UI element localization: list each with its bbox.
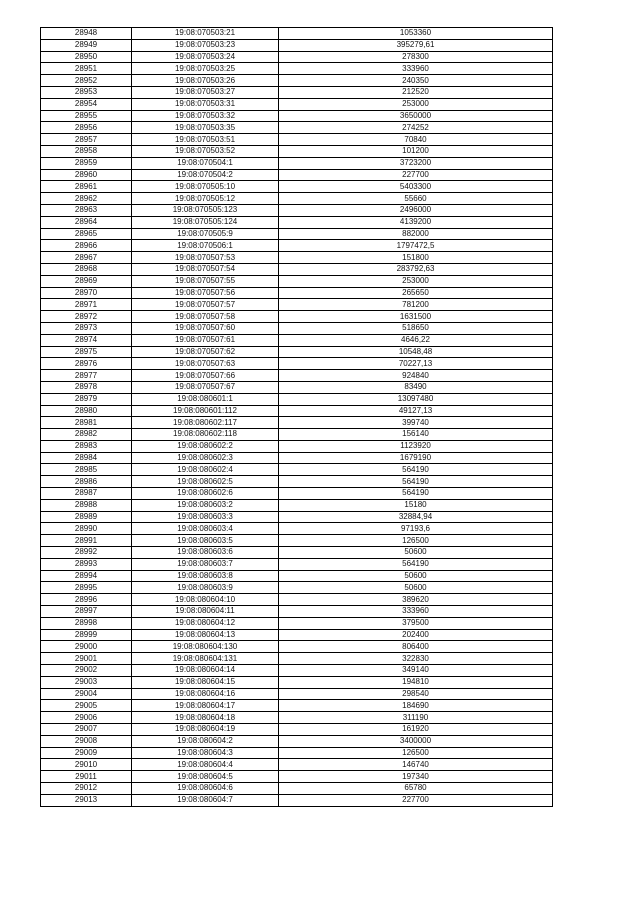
table-row xyxy=(41,28,553,40)
table-row xyxy=(41,39,553,51)
table-row xyxy=(41,370,553,382)
row-number-cell: 28987 xyxy=(41,488,132,500)
value-cell: 161920 xyxy=(279,724,553,736)
row-number-cell: 28973 xyxy=(41,322,132,334)
value-cell: 97193,6 xyxy=(279,523,553,535)
table-body xyxy=(41,28,553,807)
row-number-cell: 29009 xyxy=(41,747,132,759)
cadastral-number-cell: 19:08:080603:6 xyxy=(132,547,279,559)
row-number-cell: 28962 xyxy=(41,193,132,205)
row-number-cell: 28997 xyxy=(41,606,132,618)
value-cell: 882000 xyxy=(279,228,553,240)
row-number-cell: 28960 xyxy=(41,169,132,181)
value-cell: 564190 xyxy=(279,464,553,476)
value-cell: 311190 xyxy=(279,712,553,724)
cadastral-number-cell: 19:08:080603:7 xyxy=(132,558,279,570)
row-number-cell: 29001 xyxy=(41,653,132,665)
row-number-cell: 29013 xyxy=(41,794,132,806)
table-row xyxy=(41,216,553,228)
table-row xyxy=(41,594,553,606)
cadastral-number-cell: 19:08:070504:2 xyxy=(132,169,279,181)
value-cell: 1053360 xyxy=(279,28,553,40)
cadastral-number-cell: 19:08:080604:17 xyxy=(132,700,279,712)
cadastral-number-cell: 19:08:080602:2 xyxy=(132,440,279,452)
row-number-cell: 28948 xyxy=(41,28,132,40)
row-number-cell: 28975 xyxy=(41,346,132,358)
cadastral-number-cell: 19:08:070503:52 xyxy=(132,145,279,157)
cadastral-number-cell: 19:08:080603:4 xyxy=(132,523,279,535)
table-row xyxy=(41,712,553,724)
table-row xyxy=(41,547,553,559)
table-row xyxy=(41,688,553,700)
cadastral-number-cell: 19:08:080602:117 xyxy=(132,417,279,429)
cadastral-number-cell: 19:08:080601:112 xyxy=(132,405,279,417)
value-cell: 274252 xyxy=(279,122,553,134)
table-row xyxy=(41,582,553,594)
value-cell: 13097480 xyxy=(279,393,553,405)
cadastral-number-cell: 19:08:070503:23 xyxy=(132,39,279,51)
cadastral-number-cell: 19:08:070505:123 xyxy=(132,204,279,216)
cadastral-number-cell: 19:08:080604:18 xyxy=(132,712,279,724)
cadastral-number-cell: 19:08:070507:63 xyxy=(132,358,279,370)
value-cell: 564190 xyxy=(279,476,553,488)
table-row xyxy=(41,558,553,570)
cadastral-number-cell: 19:08:080601:1 xyxy=(132,393,279,405)
table-row xyxy=(41,204,553,216)
row-number-cell: 29004 xyxy=(41,688,132,700)
row-number-cell: 28985 xyxy=(41,464,132,476)
value-cell: 518650 xyxy=(279,322,553,334)
cadastral-number-cell: 19:08:070507:62 xyxy=(132,346,279,358)
cadastral-number-cell: 19:08:080604:15 xyxy=(132,676,279,688)
value-cell: 197340 xyxy=(279,771,553,783)
table-row xyxy=(41,700,553,712)
table-row xyxy=(41,405,553,417)
value-cell: 253000 xyxy=(279,98,553,110)
value-cell: 298540 xyxy=(279,688,553,700)
row-number-cell: 29010 xyxy=(41,759,132,771)
table-row xyxy=(41,617,553,629)
row-number-cell: 28969 xyxy=(41,275,132,287)
value-cell: 1631500 xyxy=(279,311,553,323)
table-row xyxy=(41,783,553,795)
row-number-cell: 28955 xyxy=(41,110,132,122)
table-row xyxy=(41,122,553,134)
row-number-cell: 28996 xyxy=(41,594,132,606)
row-number-cell: 29006 xyxy=(41,712,132,724)
row-number-cell: 28982 xyxy=(41,429,132,441)
row-number-cell: 28956 xyxy=(41,122,132,134)
cadastral-number-cell: 19:08:080603:5 xyxy=(132,535,279,547)
table-row xyxy=(41,134,553,146)
row-number-cell: 28989 xyxy=(41,511,132,523)
cadastral-number-cell: 19:08:080604:11 xyxy=(132,606,279,618)
row-number-cell: 28958 xyxy=(41,145,132,157)
table-row xyxy=(41,665,553,677)
row-number-cell: 28999 xyxy=(41,629,132,641)
row-number-cell: 28981 xyxy=(41,417,132,429)
row-number-cell: 28990 xyxy=(41,523,132,535)
cadastral-number-cell: 19:08:070507:58 xyxy=(132,311,279,323)
row-number-cell: 28979 xyxy=(41,393,132,405)
table-row xyxy=(41,358,553,370)
value-cell: 194810 xyxy=(279,676,553,688)
value-cell: 924840 xyxy=(279,370,553,382)
row-number-cell: 28967 xyxy=(41,252,132,264)
value-cell: 379500 xyxy=(279,617,553,629)
row-number-cell: 29007 xyxy=(41,724,132,736)
cadastral-number-cell: 19:08:080604:19 xyxy=(132,724,279,736)
row-number-cell: 28988 xyxy=(41,499,132,511)
cadastral-number-cell: 19:08:080604:3 xyxy=(132,747,279,759)
table-row xyxy=(41,606,553,618)
cadastral-number-cell: 19:08:080603:9 xyxy=(132,582,279,594)
table-row xyxy=(41,299,553,311)
cadastral-number-cell: 19:08:070504:1 xyxy=(132,157,279,169)
cadastral-number-cell: 19:08:080604:16 xyxy=(132,688,279,700)
value-cell: 395279,61 xyxy=(279,39,553,51)
row-number-cell: 28976 xyxy=(41,358,132,370)
table-row xyxy=(41,452,553,464)
row-number-cell: 28959 xyxy=(41,157,132,169)
table-row xyxy=(41,771,553,783)
value-cell: 126500 xyxy=(279,747,553,759)
table-row xyxy=(41,193,553,205)
row-number-cell: 28980 xyxy=(41,405,132,417)
table-row xyxy=(41,169,553,181)
value-cell: 146740 xyxy=(279,759,553,771)
row-number-cell: 28961 xyxy=(41,181,132,193)
row-number-cell: 29011 xyxy=(41,771,132,783)
cadastral-number-cell: 19:08:080602:4 xyxy=(132,464,279,476)
table-row xyxy=(41,570,553,582)
row-number-cell: 28950 xyxy=(41,51,132,63)
cadastral-number-cell: 19:08:080603:2 xyxy=(132,499,279,511)
value-cell: 4139200 xyxy=(279,216,553,228)
table-row xyxy=(41,157,553,169)
table-row xyxy=(41,417,553,429)
value-cell: 65780 xyxy=(279,783,553,795)
cadastral-number-cell: 19:08:080604:130 xyxy=(132,641,279,653)
row-number-cell: 28994 xyxy=(41,570,132,582)
cadastral-number-cell: 19:08:070507:66 xyxy=(132,370,279,382)
row-number-cell: 28964 xyxy=(41,216,132,228)
cadastral-number-cell: 19:08:070503:25 xyxy=(132,63,279,75)
table-row xyxy=(41,747,553,759)
value-cell: 3723200 xyxy=(279,157,553,169)
row-number-cell: 29002 xyxy=(41,665,132,677)
table-row xyxy=(41,653,553,665)
value-cell: 126500 xyxy=(279,535,553,547)
table-row xyxy=(41,311,553,323)
cadastral-number-cell: 19:08:070503:24 xyxy=(132,51,279,63)
table-row xyxy=(41,98,553,110)
row-number-cell: 28951 xyxy=(41,63,132,75)
cadastral-number-cell: 19:08:080604:5 xyxy=(132,771,279,783)
row-number-cell: 28965 xyxy=(41,228,132,240)
cadastral-number-cell: 19:08:080604:13 xyxy=(132,629,279,641)
value-cell: 322830 xyxy=(279,653,553,665)
row-number-cell: 28984 xyxy=(41,452,132,464)
value-cell: 265650 xyxy=(279,287,553,299)
value-cell: 333960 xyxy=(279,606,553,618)
row-number-cell: 28954 xyxy=(41,98,132,110)
table-row xyxy=(41,735,553,747)
cadastral-number-cell: 19:08:070507:53 xyxy=(132,252,279,264)
value-cell: 184690 xyxy=(279,700,553,712)
row-number-cell: 28952 xyxy=(41,75,132,87)
row-number-cell: 28983 xyxy=(41,440,132,452)
cadastral-number-cell: 19:08:080604:12 xyxy=(132,617,279,629)
row-number-cell: 28986 xyxy=(41,476,132,488)
row-number-cell: 29000 xyxy=(41,641,132,653)
cadastral-number-cell: 19:08:080603:8 xyxy=(132,570,279,582)
table-row xyxy=(41,429,553,441)
value-cell: 1797472,5 xyxy=(279,240,553,252)
value-cell: 333960 xyxy=(279,63,553,75)
cadastral-number-cell: 19:08:080602:5 xyxy=(132,476,279,488)
cadastral-number-cell: 19:08:080604:14 xyxy=(132,665,279,677)
row-number-cell: 29012 xyxy=(41,783,132,795)
cadastral-number-cell: 19:08:080602:118 xyxy=(132,429,279,441)
cadastral-number-cell: 19:08:070506:1 xyxy=(132,240,279,252)
table-row xyxy=(41,181,553,193)
cadastral-number-cell: 19:08:070505:124 xyxy=(132,216,279,228)
value-cell: 253000 xyxy=(279,275,553,287)
value-cell: 1679190 xyxy=(279,452,553,464)
row-number-cell: 28972 xyxy=(41,311,132,323)
value-cell: 781200 xyxy=(279,299,553,311)
table-row xyxy=(41,759,553,771)
value-cell: 564190 xyxy=(279,488,553,500)
table-row xyxy=(41,110,553,122)
table-row xyxy=(41,476,553,488)
cadastral-number-cell: 19:08:080604:6 xyxy=(132,783,279,795)
value-cell: 349140 xyxy=(279,665,553,677)
cadastral-number-cell: 19:08:070503:26 xyxy=(132,75,279,87)
table-row xyxy=(41,252,553,264)
table-row xyxy=(41,499,553,511)
value-cell: 151800 xyxy=(279,252,553,264)
value-cell: 32884,94 xyxy=(279,511,553,523)
row-number-cell: 28971 xyxy=(41,299,132,311)
cadastral-number-cell: 19:08:070503:21 xyxy=(132,28,279,40)
row-number-cell: 29005 xyxy=(41,700,132,712)
row-number-cell: 28998 xyxy=(41,617,132,629)
table-row xyxy=(41,523,553,535)
value-cell: 2496000 xyxy=(279,204,553,216)
value-cell: 240350 xyxy=(279,75,553,87)
row-number-cell: 28974 xyxy=(41,334,132,346)
value-cell: 389620 xyxy=(279,594,553,606)
value-cell: 202400 xyxy=(279,629,553,641)
cadastral-number-cell: 19:08:070507:56 xyxy=(132,287,279,299)
value-cell: 50600 xyxy=(279,582,553,594)
cadastral-number-cell: 19:08:080604:131 xyxy=(132,653,279,665)
value-cell: 15180 xyxy=(279,499,553,511)
value-cell: 227700 xyxy=(279,794,553,806)
cadastral-number-cell: 19:08:070507:55 xyxy=(132,275,279,287)
row-number-cell: 28957 xyxy=(41,134,132,146)
table-row xyxy=(41,145,553,157)
row-number-cell: 29008 xyxy=(41,735,132,747)
value-cell: 3650000 xyxy=(279,110,553,122)
table-row xyxy=(41,322,553,334)
cadastral-number-cell: 19:08:070507:60 xyxy=(132,322,279,334)
value-cell: 101200 xyxy=(279,145,553,157)
cadastral-value-table xyxy=(40,27,553,807)
cadastral-number-cell: 19:08:080604:10 xyxy=(132,594,279,606)
value-cell: 70840 xyxy=(279,134,553,146)
value-cell: 50600 xyxy=(279,547,553,559)
value-cell: 156140 xyxy=(279,429,553,441)
table-row xyxy=(41,86,553,98)
value-cell: 5403300 xyxy=(279,181,553,193)
value-cell: 278300 xyxy=(279,51,553,63)
cadastral-number-cell: 19:08:070503:27 xyxy=(132,86,279,98)
value-cell: 70227,13 xyxy=(279,358,553,370)
cadastral-number-cell: 19:08:070505:9 xyxy=(132,228,279,240)
value-cell: 4646,22 xyxy=(279,334,553,346)
table-row xyxy=(41,440,553,452)
row-number-cell: 29003 xyxy=(41,676,132,688)
row-number-cell: 28978 xyxy=(41,381,132,393)
row-number-cell: 28949 xyxy=(41,39,132,51)
row-number-cell: 28968 xyxy=(41,263,132,275)
table-row xyxy=(41,240,553,252)
table-row xyxy=(41,393,553,405)
table-row xyxy=(41,263,553,275)
value-cell: 564190 xyxy=(279,558,553,570)
cadastral-number-cell: 19:08:070503:32 xyxy=(132,110,279,122)
value-cell: 3400000 xyxy=(279,735,553,747)
table-row xyxy=(41,488,553,500)
cadastral-number-cell: 19:08:070505:10 xyxy=(132,181,279,193)
table-row xyxy=(41,228,553,240)
table-row xyxy=(41,511,553,523)
value-cell: 50600 xyxy=(279,570,553,582)
table-row xyxy=(41,535,553,547)
table-row xyxy=(41,794,553,806)
table-row xyxy=(41,334,553,346)
table-row xyxy=(41,381,553,393)
cadastral-number-cell: 19:08:070503:51 xyxy=(132,134,279,146)
cadastral-number-cell: 19:08:080602:6 xyxy=(132,488,279,500)
cadastral-number-cell: 19:08:070505:12 xyxy=(132,193,279,205)
cadastral-number-cell: 19:08:070507:54 xyxy=(132,263,279,275)
value-cell: 49127,13 xyxy=(279,405,553,417)
row-number-cell: 28966 xyxy=(41,240,132,252)
table-row xyxy=(41,51,553,63)
table-row xyxy=(41,346,553,358)
row-number-cell: 28995 xyxy=(41,582,132,594)
row-number-cell: 28963 xyxy=(41,204,132,216)
table-row xyxy=(41,641,553,653)
table-row xyxy=(41,629,553,641)
cadastral-number-cell: 19:08:080604:2 xyxy=(132,735,279,747)
row-number-cell: 28993 xyxy=(41,558,132,570)
table-row xyxy=(41,63,553,75)
row-number-cell: 28953 xyxy=(41,86,132,98)
value-cell: 55660 xyxy=(279,193,553,205)
table-row xyxy=(41,287,553,299)
value-cell: 283792,63 xyxy=(279,263,553,275)
cadastral-number-cell: 19:08:080604:4 xyxy=(132,759,279,771)
value-cell: 806400 xyxy=(279,641,553,653)
cadastral-number-cell: 19:08:080604:7 xyxy=(132,794,279,806)
table-row xyxy=(41,275,553,287)
row-number-cell: 28977 xyxy=(41,370,132,382)
cadastral-number-cell: 19:08:070507:67 xyxy=(132,381,279,393)
value-cell: 212520 xyxy=(279,86,553,98)
value-cell: 1123920 xyxy=(279,440,553,452)
row-number-cell: 28991 xyxy=(41,535,132,547)
cadastral-number-cell: 19:08:080603:3 xyxy=(132,511,279,523)
value-cell: 10548,48 xyxy=(279,346,553,358)
table-row xyxy=(41,724,553,736)
cadastral-number-cell: 19:08:070503:35 xyxy=(132,122,279,134)
value-cell: 83490 xyxy=(279,381,553,393)
table-row xyxy=(41,75,553,87)
value-cell: 227700 xyxy=(279,169,553,181)
cadastral-number-cell: 19:08:080602:3 xyxy=(132,452,279,464)
table-row xyxy=(41,676,553,688)
cadastral-number-cell: 19:08:070503:31 xyxy=(132,98,279,110)
table-row xyxy=(41,464,553,476)
value-cell: 399740 xyxy=(279,417,553,429)
row-number-cell: 28970 xyxy=(41,287,132,299)
row-number-cell: 28992 xyxy=(41,547,132,559)
cadastral-number-cell: 19:08:070507:57 xyxy=(132,299,279,311)
cadastral-number-cell: 19:08:070507:61 xyxy=(132,334,279,346)
